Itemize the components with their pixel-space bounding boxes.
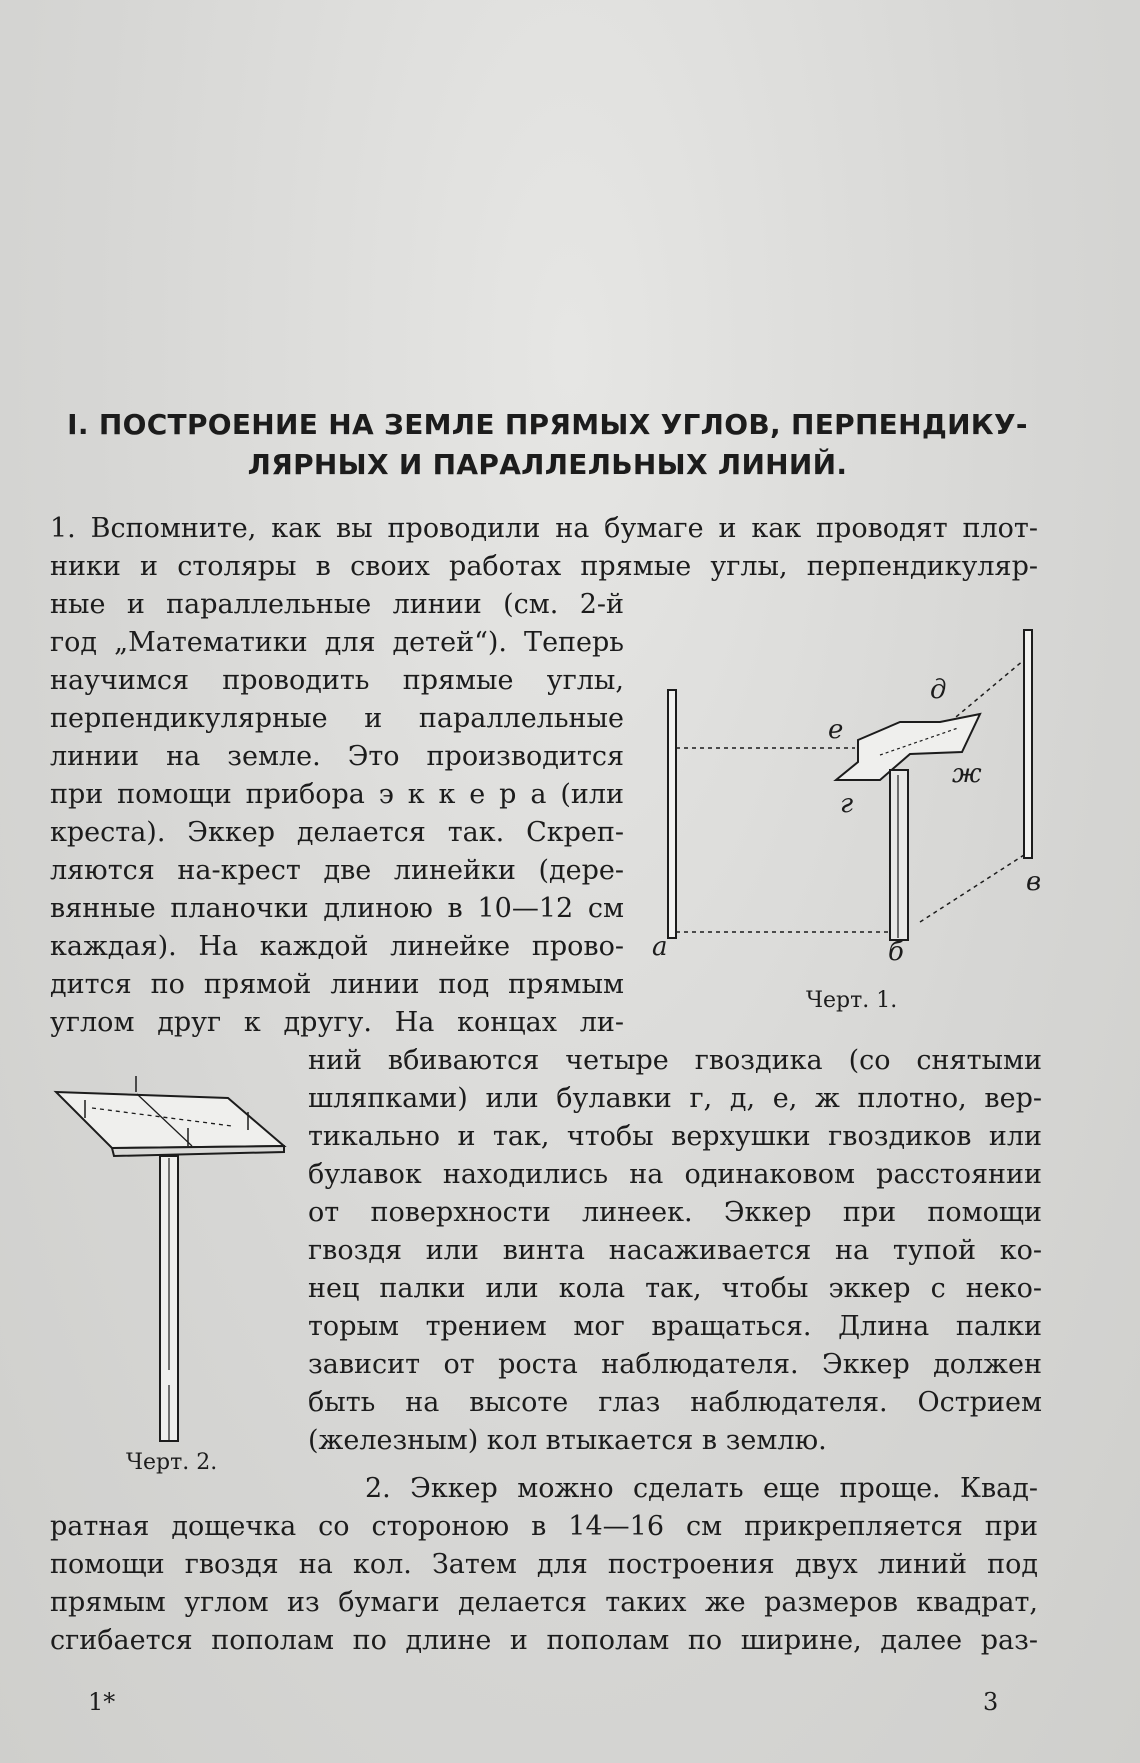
- right-pole: [1024, 630, 1032, 858]
- figure-2-drawing: [52, 1070, 297, 1450]
- section-heading: [45, 405, 1050, 485]
- text-line: год „Математики для детей“). Теперь: [50, 627, 624, 658]
- text-line: (железным) кол втыкается в землю.: [308, 1425, 827, 1456]
- text-line: креста). Эккер делается так. Скреп-: [50, 817, 624, 848]
- figure-1-drawing: [640, 610, 1080, 970]
- text-line: торым трением мог вращаться. Длина палки: [308, 1311, 1042, 1342]
- label-g: г: [840, 789, 854, 819]
- text-line: зависит от роста наблюдателя. Эккер должен: [308, 1349, 1042, 1380]
- text-line: 2. Эккер можно сделать еще проще. Квад-: [365, 1473, 1038, 1504]
- label-a: а: [652, 932, 668, 962]
- text-line: ний вбиваются четыре гвоздика (со снятыми: [308, 1045, 1042, 1076]
- text-line: от поверхности линеек. Эккер при помощи: [308, 1197, 1042, 1228]
- figure-1-caption: Черт. 1.: [806, 988, 898, 1013]
- label-e: е: [828, 715, 844, 745]
- label-b: б: [888, 937, 904, 967]
- text-line: шляпками) или булавки г, д, е, ж плотно, вер-: [308, 1083, 1042, 1114]
- text-line: линии на земле. Это производится: [50, 741, 624, 772]
- text-line: при помощи прибора э к к е р а (или: [50, 779, 624, 810]
- text-line: сгибается пополам по длине и пополам по ширине, далее раз-: [50, 1625, 1038, 1656]
- text-line: нец палки или кола так, чтобы эккер с неко-: [308, 1273, 1042, 1304]
- text-line: перпендикулярные и параллельные: [50, 703, 624, 734]
- text-line: ляются на-крест две линейки (дере-: [50, 855, 624, 886]
- label-v: в: [1026, 867, 1042, 897]
- text-line: гвоздя или винта насаживается на тупой ко-: [308, 1235, 1042, 1266]
- left-pole: [668, 690, 676, 938]
- text-line: ные и параллельные линии (см. 2-й: [50, 589, 624, 620]
- text-line: вянные планочки длиною в 10—12 см: [50, 893, 624, 924]
- text-line: помощи гвоздя на кол. Затем для построения двух линий под: [50, 1549, 1038, 1580]
- heading-line-1: I. ПОСТРОЕНИЕ НА ЗЕМЛЕ ПРЯМЫХ УГЛОВ, ПЕРПЕНДИКУ-: [67, 408, 1028, 441]
- text-line: 1. Вспомните, как вы проводили на бумаге и как проводят плот-: [50, 513, 1038, 544]
- text-line: дится по прямой линии под прямым: [50, 969, 624, 1000]
- figure-2-caption: Черт. 2.: [126, 1450, 218, 1475]
- text-line: тикально и так, чтобы верхушки гвоздиков или: [308, 1121, 1042, 1152]
- page-number: 3: [983, 1688, 999, 1716]
- text-line: прямым углом из бумаги делается таких же размеров квадрат,: [50, 1587, 1038, 1618]
- label-zh: ж: [952, 759, 982, 789]
- text-line: ники и столяры в своих работах прямые углы, перпендикуляр-: [50, 551, 1038, 582]
- text-line: научимся проводить прямые углы,: [50, 665, 624, 696]
- heading-line-2: ЛЯРНЫХ И ПАРАЛЛЕЛЬНЫХ ЛИНИЙ.: [247, 448, 848, 481]
- text-line: ратная дощечка со стороною в 14—16 см прикрепляется при: [50, 1511, 1038, 1542]
- signature-mark: 1*: [88, 1688, 116, 1716]
- text-line: быть на высоте глаз наблюдателя. Острием: [308, 1387, 1042, 1418]
- label-d: д: [930, 675, 947, 705]
- text-line: углом друг к другу. На концах ли-: [50, 1007, 624, 1038]
- text-line: булавок находились на одинаковом расстоянии: [308, 1159, 1042, 1190]
- text-line: каждая). На каждой линейке прово-: [50, 931, 624, 962]
